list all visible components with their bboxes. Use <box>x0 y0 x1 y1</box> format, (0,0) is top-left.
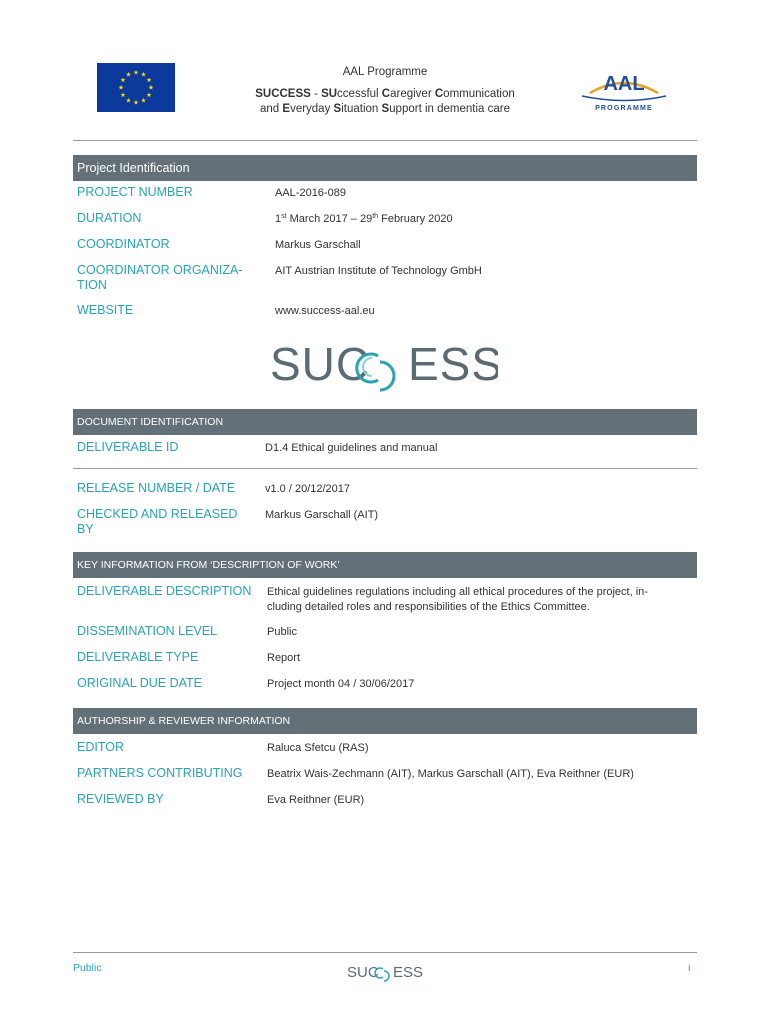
duration-label: DURATION <box>77 211 142 225</box>
original-due-date-label: ORIGINAL DUE DATE <box>77 676 203 690</box>
duration-value: 1st March 2017 – 29th February 2020 <box>275 213 453 225</box>
checked-released-value: Markus Garschall (AIT) <box>265 509 379 521</box>
deliverable-type-label: DELIVERABLE TYPE <box>77 650 199 664</box>
partners-contributing-value: Beatrix Wais-Zechmann (AIT), Markus Garschall (AIT), Eva Reithner (EUR) <box>267 768 634 780</box>
footer-success-logo <box>347 961 423 983</box>
editor-label: EDITOR <box>77 740 124 754</box>
programme-title: AAL Programme <box>342 66 428 78</box>
aal-programme-logo <box>578 63 670 113</box>
website-label: WEBSITE <box>77 303 134 317</box>
checked-released-label: CHECKED AND RELEASED BY <box>77 507 238 536</box>
row-divider <box>73 468 697 469</box>
website-value[interactable]: www.success-aal.eu <box>275 305 375 317</box>
svg-text:ESS: ESS <box>408 338 498 390</box>
svg-text:SUC: SUC <box>270 338 371 390</box>
project-title-line1: SUCCESS - SUccessful Caregiver Communication <box>255 88 515 100</box>
original-due-date-value: Project month 04 / 30/06/2017 <box>267 678 415 690</box>
reviewed-by-label: REVIEWED BY <box>77 792 164 806</box>
svg-text:AAL: AAL <box>603 73 645 95</box>
project-number-label: PROJECT NUMBER <box>77 185 193 199</box>
svg-text:PROGRAMME: PROGRAMME <box>595 105 653 112</box>
success-logo <box>268 334 498 398</box>
deliverable-description-label: DELIVERABLE DESCRIPTION <box>77 584 252 598</box>
eu-flag-logo <box>97 63 175 112</box>
authorship-heading: AUTHORSHIP & REVIEWER INFORMATION <box>73 708 697 734</box>
coordinator-label: COORDINATOR <box>77 237 170 251</box>
editor-value: Raluca Sfetcu (RAS) <box>267 742 369 754</box>
project-number-value: AAL-2016-089 <box>275 187 346 199</box>
dissemination-level-label: DISSEMINATION LEVEL <box>77 624 218 638</box>
partners-contributing-label: PARTNERS CONTRIBUTING <box>77 766 243 780</box>
release-label: RELEASE NUMBER / DATE <box>77 481 236 495</box>
header-divider <box>73 140 697 141</box>
deliverable-type-value: Report <box>267 652 301 664</box>
coordinator-value: Markus Garschall <box>275 239 361 251</box>
deliverable-id-value: D1.4 Ethical guidelines and manual <box>265 442 438 454</box>
document-identification-heading: DOCUMENT IDENTIFICATION <box>73 409 697 435</box>
project-title-line2: and Everyday Situation Support in dementia care <box>260 103 510 115</box>
deliverable-id-label: DELIVERABLE ID <box>77 440 179 454</box>
footer-divider <box>73 952 697 953</box>
page-number: i <box>688 962 691 974</box>
reviewed-by-value: Eva Reithner (EUR) <box>267 794 365 806</box>
dissemination-level-value: Public <box>267 626 297 638</box>
footer-dissemination: Public <box>73 962 102 974</box>
coordinator-organization-value: AIT Austrian Institute of Technology GmbH <box>275 265 482 277</box>
coordinator-organization-label: COORDINATOR ORGANIZA- TION <box>77 263 243 292</box>
key-information-heading: KEY INFORMATION FROM ‘DESCRIPTION OF WORK’ <box>73 552 697 578</box>
project-identification-heading: Project Identification <box>73 155 697 181</box>
deliverable-description-value: Ethical guidelines regulations including all ethical procedures of the project, in- cluding detailed roles and responsibilities of the Ethics Committee. <box>267 586 648 613</box>
svg-text:ESS: ESS <box>393 964 423 981</box>
release-value: v1.0 / 20/12/2017 <box>265 483 351 495</box>
svg-text:SUC: SUC <box>347 964 379 981</box>
